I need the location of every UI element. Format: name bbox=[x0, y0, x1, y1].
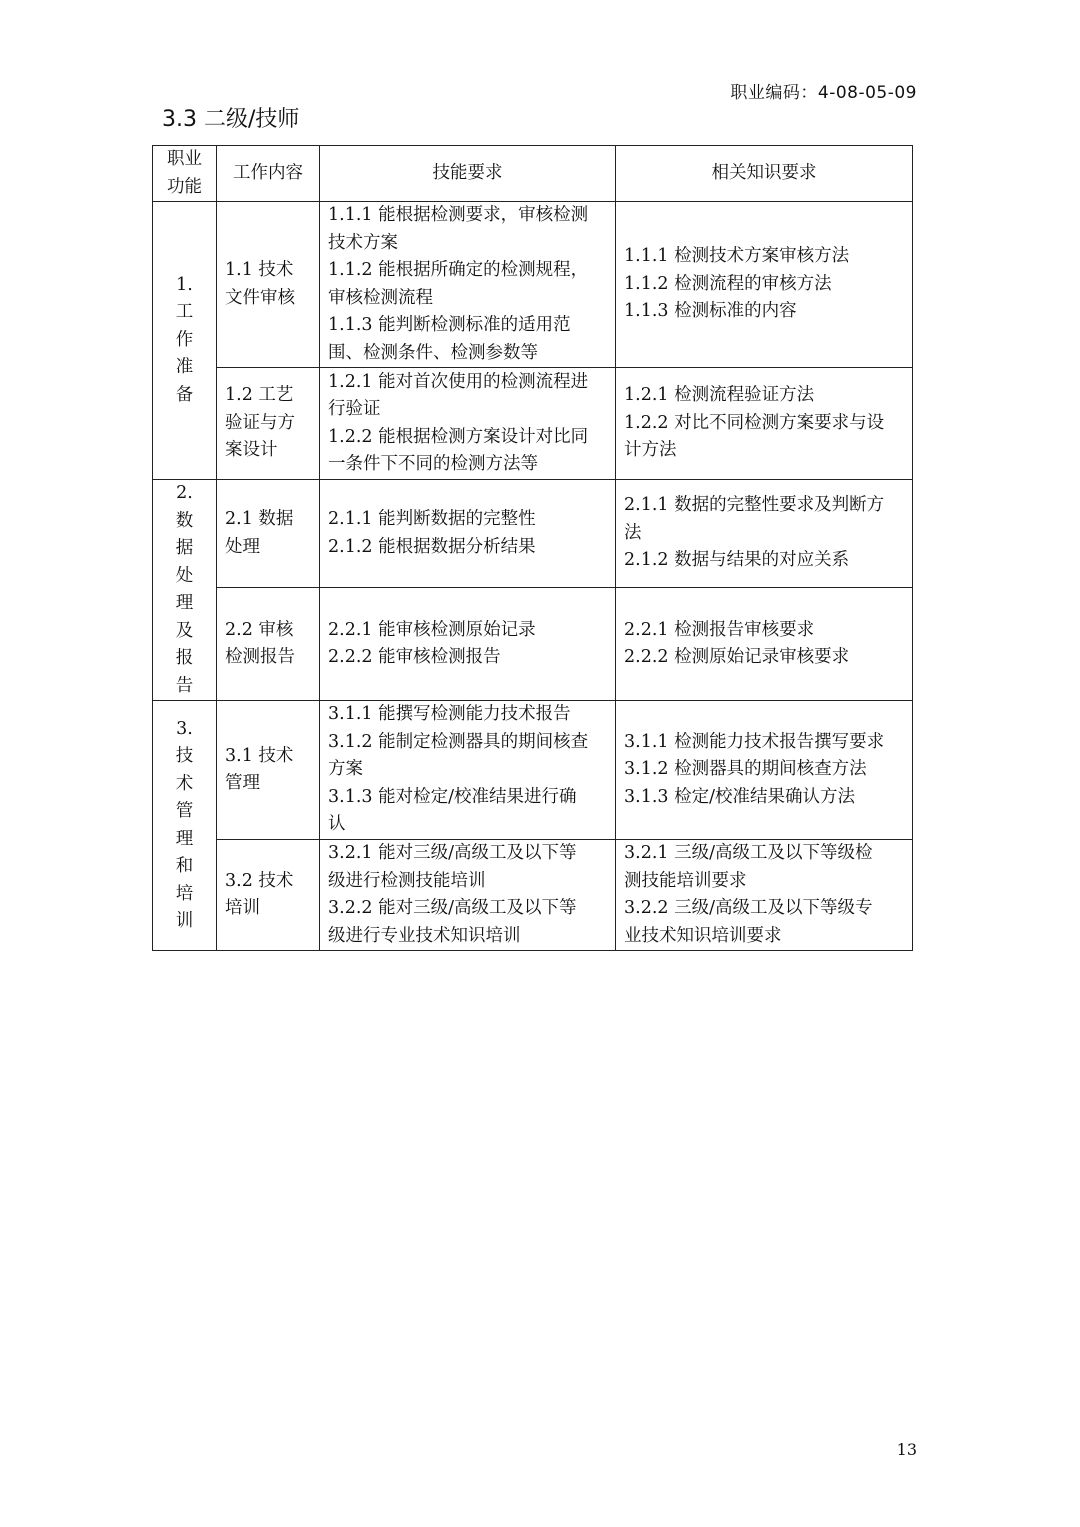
cell-line: 检测报告 bbox=[225, 647, 295, 667]
content-cell bbox=[217, 701, 320, 840]
function-char: 准 bbox=[175, 357, 194, 378]
page-number: 13 bbox=[896, 1440, 917, 1459]
function-char: 据 bbox=[175, 538, 194, 558]
header-content: 工作内容 bbox=[217, 146, 320, 202]
knowledge-cell bbox=[616, 588, 913, 701]
cell-line: 业技术知识培训要求 bbox=[624, 925, 782, 946]
table-row bbox=[153, 202, 913, 368]
cell-line: 围、检测条件、检测参数等 bbox=[328, 342, 538, 363]
table-row bbox=[153, 701, 913, 840]
cell-line: 1.1.3 能判断检测标准的适用范 bbox=[328, 315, 571, 335]
content-cell bbox=[217, 480, 320, 588]
cell-line: 案设计 bbox=[225, 440, 278, 461]
function-cell bbox=[153, 480, 217, 701]
cell-line: 行验证 bbox=[328, 399, 381, 419]
cell-line: 计方法 bbox=[624, 440, 677, 461]
function-char: 和 bbox=[175, 856, 194, 876]
function-char: 工 bbox=[175, 302, 194, 323]
cell-line: 2.2.2 检测原始记录审核要求 bbox=[624, 647, 850, 667]
cell-line: 1.2.2 对比不同检测方案要求与设 bbox=[624, 412, 885, 433]
cell-line: 2.1.1 数据的完整性要求及判断方 bbox=[624, 495, 885, 516]
cell-line: 方案 bbox=[328, 759, 363, 780]
cell-line: 3.2.1 三级/高级工及以下等级检 bbox=[624, 843, 873, 863]
cell-line: 2.2.1 能审核检测原始记录 bbox=[328, 619, 536, 640]
skills-cell bbox=[320, 368, 616, 480]
cell-line: 3.1.3 能对检定/校准结果进行确 bbox=[328, 786, 577, 807]
cell-line: 1.1 技术 bbox=[225, 260, 294, 280]
knowledge-cell bbox=[616, 840, 913, 951]
cell-line: 1.1.3 检测标准的内容 bbox=[624, 301, 797, 322]
header-knowledge: 相关知识要求 bbox=[616, 146, 913, 202]
function-char: 告 bbox=[175, 675, 194, 696]
cell-line: 培训 bbox=[225, 898, 260, 918]
cell-line: 3.1.2 检测器具的期间核查方法 bbox=[624, 759, 867, 780]
cell-line: 法 bbox=[624, 522, 642, 543]
function-char: 管 bbox=[175, 801, 194, 821]
header-skills: 技能要求 bbox=[320, 146, 616, 202]
table-row bbox=[153, 588, 913, 701]
cell-line: 1.1.2 能根据所确定的检测规程， bbox=[328, 260, 589, 280]
knowledge-cell bbox=[616, 701, 913, 840]
table-row bbox=[153, 480, 913, 588]
section-title: 3.3 二级/技师 bbox=[162, 107, 300, 132]
cell-line: 1.1.1 检测技术方案审核方法 bbox=[624, 246, 850, 267]
content-cell bbox=[217, 588, 320, 701]
skills-cell bbox=[320, 480, 616, 588]
cell-line: 2.2 审核 bbox=[225, 619, 294, 640]
function-char: 理 bbox=[175, 593, 194, 613]
content-cell bbox=[217, 368, 320, 480]
cell-line: 测技能培训要求 bbox=[624, 870, 747, 891]
header-function bbox=[153, 146, 217, 202]
cell-line: 3.2.1 能对三级/高级工及以下等 bbox=[328, 843, 577, 863]
cell-line: 3.2.2 三级/高级工及以下等级专 bbox=[624, 898, 873, 918]
skills-cell bbox=[320, 701, 616, 840]
cell-line: 1.2 工艺 bbox=[225, 385, 294, 406]
cell-line: 3.1.1 能撰写检测能力技术报告 bbox=[328, 704, 571, 725]
cell-line: 2.1.1 能判断数据的完整性 bbox=[328, 509, 536, 529]
function-char: 备 bbox=[175, 384, 194, 405]
cell-line: 1.2.1 能对首次使用的检测流程进 bbox=[328, 371, 589, 392]
cell-line: 3.1.1 检测能力技术报告撰写要求 bbox=[624, 731, 885, 752]
cell-line: 一条件下不同的检测方法等 bbox=[328, 454, 538, 474]
cell-line: 3.1.3 检定/校准结果确认方法 bbox=[624, 786, 855, 807]
skills-cell bbox=[320, 588, 616, 701]
cell-line: 3.1.2 能制定检测器具的期间核查 bbox=[328, 731, 589, 752]
cell-line: 技术方案 bbox=[328, 232, 398, 253]
function-char: 2. bbox=[176, 483, 193, 503]
cell-line: 管理 bbox=[225, 773, 260, 793]
cell-line: 3.1 技术 bbox=[225, 745, 294, 766]
function-char: 报 bbox=[175, 648, 194, 668]
knowledge-cell bbox=[616, 368, 913, 480]
header-function-line: 功能 bbox=[167, 176, 202, 197]
skills-cell bbox=[320, 840, 616, 951]
function-cell bbox=[153, 701, 217, 951]
cell-line: 2.2.1 检测报告审核要求 bbox=[624, 619, 815, 640]
function-char: 训 bbox=[175, 911, 194, 931]
cell-line: 2.1 数据 bbox=[225, 509, 294, 529]
function-cell bbox=[153, 202, 217, 480]
cell-line: 审核检测流程 bbox=[328, 287, 433, 308]
cell-line: 文件审核 bbox=[225, 287, 295, 308]
knowledge-cell bbox=[616, 202, 913, 368]
cell-line: 2.2.2 能审核检测报告 bbox=[328, 647, 501, 667]
skills-cell bbox=[320, 202, 616, 368]
function-char: 术 bbox=[175, 773, 194, 794]
function-char: 3. bbox=[176, 718, 193, 739]
cell-line: 1.1.1 能根据检测要求，审核检测 bbox=[328, 205, 589, 225]
cell-line: 级进行检测技能培训 bbox=[328, 870, 486, 891]
table-row bbox=[153, 368, 913, 480]
content-cell bbox=[217, 202, 320, 368]
cell-line: 1.2.2 能根据检测方案设计对比同 bbox=[328, 426, 589, 447]
function-char: 技 bbox=[175, 746, 194, 766]
cell-line: 2.1.2 数据与结果的对应关系 bbox=[624, 550, 850, 571]
header-function-line: 职业 bbox=[167, 149, 202, 169]
cell-line: 级进行专业技术知识培训 bbox=[328, 925, 521, 946]
cell-line: 1.2.1 检测流程验证方法 bbox=[624, 385, 815, 406]
function-char: 理 bbox=[175, 828, 194, 849]
cell-line: 2.1.2 能根据数据分析结果 bbox=[328, 536, 536, 557]
function-char: 作 bbox=[175, 329, 194, 350]
cell-line: 处理 bbox=[225, 536, 260, 557]
function-char: 数 bbox=[175, 510, 194, 531]
cell-line: 认 bbox=[328, 814, 346, 835]
cell-line: 验证与方 bbox=[225, 412, 295, 433]
skill-requirements-table bbox=[152, 145, 913, 951]
cell-line: 1.1.2 检测流程的审核方法 bbox=[624, 273, 832, 294]
cell-line: 3.2 技术 bbox=[225, 870, 294, 891]
table-header-row bbox=[153, 146, 913, 202]
function-char: 培 bbox=[175, 883, 194, 904]
table-row bbox=[153, 840, 913, 951]
occupation-code: 职业编码：4-08-05-09 bbox=[730, 83, 917, 103]
function-char: 及 bbox=[175, 620, 194, 641]
knowledge-cell bbox=[616, 480, 913, 588]
cell-line: 3.2.2 能对三级/高级工及以下等 bbox=[328, 898, 577, 918]
function-char: 处 bbox=[175, 565, 194, 586]
function-char: 1. bbox=[176, 274, 193, 295]
content-cell bbox=[217, 840, 320, 951]
